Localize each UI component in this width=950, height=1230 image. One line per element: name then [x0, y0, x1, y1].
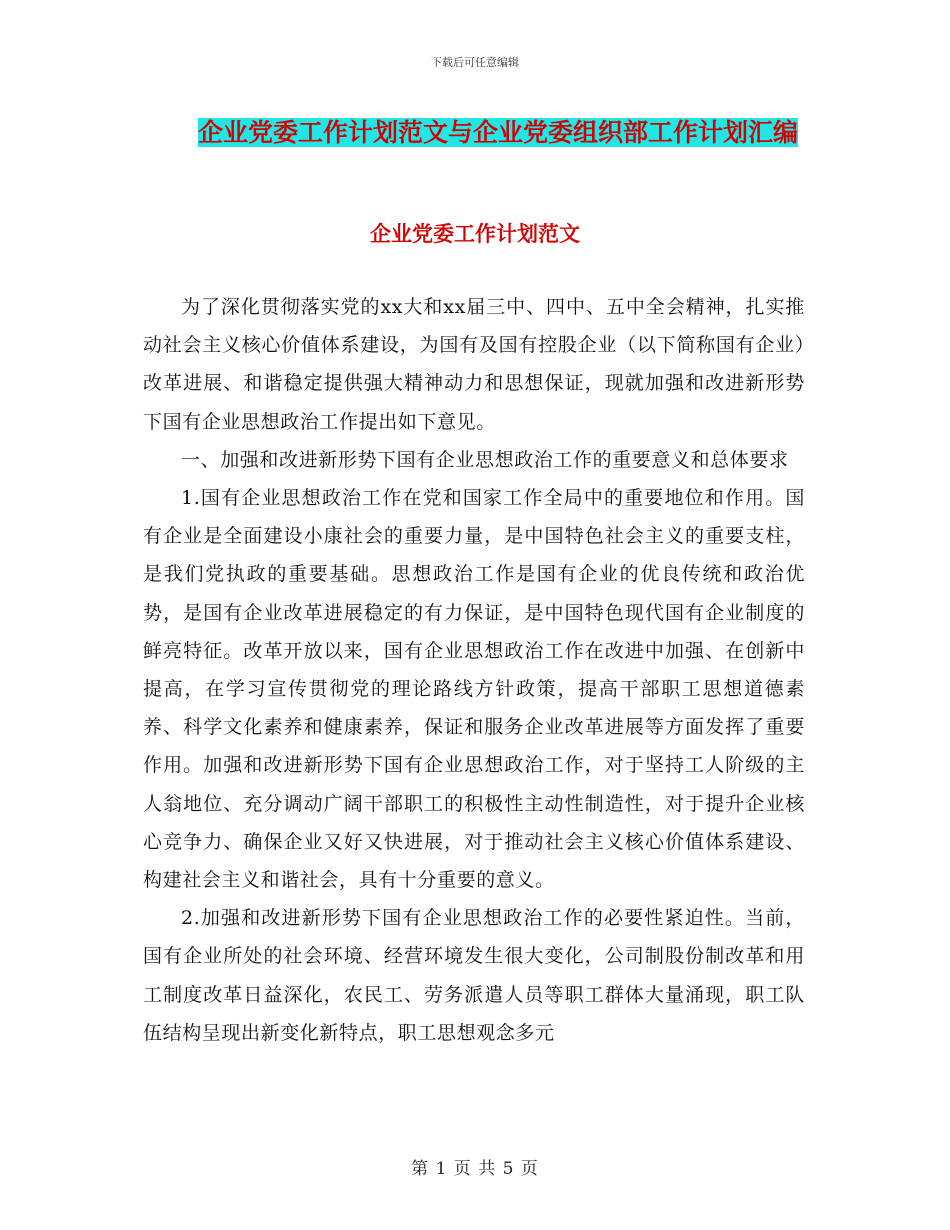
- paragraph-heading-1: 一、加强和改进新形势下国有企业思想政治工作的重要意义和总体要求: [181, 448, 789, 471]
- paragraph-item-1: 1.国有企业思想政治工作在党和国家工作全局中的重要地位和作用。国有企业是全面建设小康社会的重要力量，是中国特色社会主义的重要支柱，是我们党执政的重要基础。思想政治工作是国有企业的优良传统和政治优势，是国有企业改革进展稳定的有力保证，是中国特色现代国有企业制度的鲜亮特征。改革开放以来，国有企业思想政治工作在改进中加强、在创新中提高，在学习宣传贯彻党的理论路线方针政策，提高干部职工思想道德素养、科学文化素养和健康素养，保证和服务企业改革进展等方面发挥了重要作用。加强和改进新形势下国有企业思想政治工作，对于坚持工人阶级的主人翁地位、充分调动广阔干部职工的积极性主动性制造性，对于提升企业核心竞争力、确保企业又好又快进展，对于推动社会主义核心价值体系建设、构建社会主义和谐社会，具有十分重要的意义。: [143, 487, 805, 892]
- document-title: [192, 108, 804, 158]
- paragraph-item-2: 2.加强和改进新形势下国有企业思想政治工作的必要性紧迫性。当前，国有企业所处的社会环境、经营环境发生很大变化，公司制股份制改革和用工制度改革日益深化，农民工、劳务派遣人员等职工群体大量涌现，职工队伍结构呈现出新变化新特点，职工思想观念多元: [143, 907, 805, 1044]
- paragraph-intro: 为了深化贯彻落实党的xx大和xx届三中、四中、五中全会精神，扎实推动社会主义核心价值体系建设，为国有及国有控股企业（以下简称国有企业）改革进展、和谐稳定提供强大精神动力和思想保证，现就加强和改进新形势下国有企业思想政治工作提出如下意见。: [143, 296, 805, 433]
- section-title: 企业党委工作计划范文: [370, 221, 580, 246]
- page-footer: 第 1 页 共 5 页: [411, 1159, 539, 1179]
- header-note: 下载后可任意编辑: [431, 56, 519, 69]
- document-body: [143, 288, 805, 1052]
- document-title-text: 企业党委工作计划范文与企业党委组织部工作计划汇编: [197, 118, 798, 147]
